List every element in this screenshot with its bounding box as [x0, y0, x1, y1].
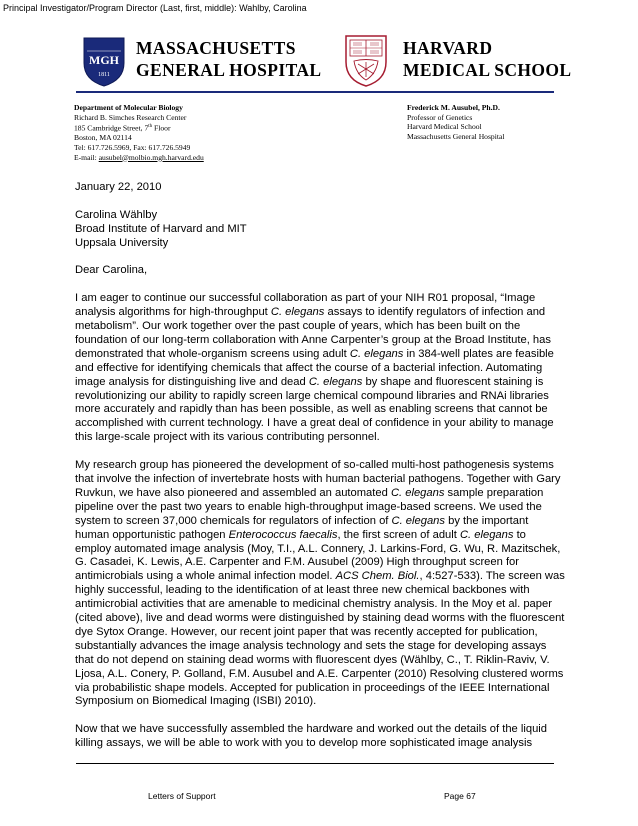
paragraph-3: Now that we have successfully assembled the hardware and worked out the details of the liquid killing assays, we will be able to work with you to develop more sophisticated image analysis [75, 723, 548, 750]
mgh-name-line1: MASSACHUSETTS [136, 38, 296, 58]
mgh-shield-logo [83, 37, 125, 87]
letter-body [75, 181, 565, 751]
paragraph-2: My research group has pioneered the development of so-called multi-host pathogenesis systems that involve the infection of invertebrate hosts with human bacterial pathogens. Together with Gary Ruvkun, we have also pioneered and assembled an automated C. elegans sample preparation pipeline over the past two years to enable high-throughput image-based screens. We used the system to screen 37,000 chemicals for regulators of infection of C. elegans by the important human opportunistic pathogen Enterococcus faecalis, the first screen of adult C. elegans to employ automated image analysis (Moy, T.I., A.L. Connery, J. Larkins-Ford, G. Wu, R. Mazitschek, G. Casadei, K. Lewis, A.E. Carpenter and F.M. Ausubel (2009) High throughput screen for antimicrobials using a whole animal infection model. ACS Chem. Biol., 4:527-533). The screen was highly successful, leading to the identification of at least three new chemical backbones with antimicrobial activities that are amenable to medicinal chemistry analysis. In the Moy et al. paper (cited above), live and dead worms were distinguished by staining dead worms with the fluorescent dye Sytox Orange. However, our recent joint paper that was recently accepted for publication, substantially advances the image analysis technology and sets the stage for developing assays that do not depend on staining dead worms with fluorescent dyes (Wählby, C., T. Riklin-Raviv, V. Ljosa, A.L. Conery, P. Golland, F.M. Ausubel and A.E. Carpenter (2010) Resolving clustered worms via probabilistic shape models. Accepted for publication in proceedings of the IEEE International Symposium on Biomedical Imaging (ISBI) 2010). [75, 459, 565, 708]
letter-date: January 22, 2010 [75, 181, 162, 193]
email-link[interactable]: ausubel@molbio.mgh.harvard.edu [98, 152, 204, 162]
department-address [74, 103, 204, 162]
page-number: Page 67 [444, 791, 476, 801]
dept-street: 185 Cambridge Street, 7th Floor [74, 123, 171, 133]
prof-inst1: Harvard Medical School [407, 122, 482, 132]
salutation: Dear Carolina, [75, 264, 148, 277]
recipient-institute: Broad Institute of Harvard and MIT [75, 222, 247, 235]
hms-name [403, 37, 571, 81]
prof-inst2: Massachusetts General Hospital [407, 131, 505, 141]
mgh-seal-text: MGH [89, 53, 119, 67]
dept-phone: Tel: 617.726.5969, Fax: 617.726.5949 [74, 142, 191, 152]
prof-name: Frederick M. Ausubel, Ph.D. [407, 103, 500, 112]
harvard-shield-logo [344, 34, 388, 88]
letterhead-rule [76, 91, 554, 93]
hms-name-line2: MEDICAL SCHOOL [403, 60, 572, 80]
hms-name-line1: HARVARD [403, 38, 493, 58]
mgh-name-line2: GENERAL HOSPITAL [136, 60, 322, 80]
professor-info [407, 103, 504, 141]
footer-rule [76, 763, 554, 764]
recipient-university: Uppsala University [75, 236, 169, 249]
dept-name: Department of Molecular Biology [74, 103, 183, 112]
mgh-name [136, 37, 322, 81]
paragraph-1: I am eager to continue our successful collaboration as part of your NIH R01 proposal, “Image analysis algorithms for high-throughput C. elegans assays to identify regulators of infection and metabolism”. Our work together over the past couple of years, which has been built on the foundation of our long-term collaboration with Anne Carpenter’s group at the Broad Institute, has demonstrated that whole-organism screens using adult C. elegans in 384-well plates are feasible and effective for identifying chemicals that affect the course of a bacterial infection. Automating image analysis for distinguishing live and dead C. elegans by shape and fluorescent staining is revolutionizing our ability to rapidly screen large chemical compound libraries and RNAi libraries more accurately and rapidly than has been possible, as well as enabling screens that cannot be accomplished with current technology. I have a great deal of confidence in your ability to manage this large-scale project with its various contributing personnel. [75, 292, 554, 444]
dept-city: Boston, MA 02114 [74, 133, 132, 143]
recipient-name: Carolina Wählby [75, 208, 158, 221]
footer-section: Letters of Support [148, 791, 216, 801]
dept-center: Richard B. Simches Research Center [74, 112, 187, 122]
dept-email: E-mail: ausubel@molbio.mgh.harvard.edu [74, 152, 204, 162]
prof-title: Professor of Genetics [407, 112, 473, 122]
pi-header-line: Principal Investigator/Program Director (Last, first, middle): Wahlby, Carolina [3, 3, 307, 13]
mgh-seal-year: 1811 [98, 72, 110, 78]
